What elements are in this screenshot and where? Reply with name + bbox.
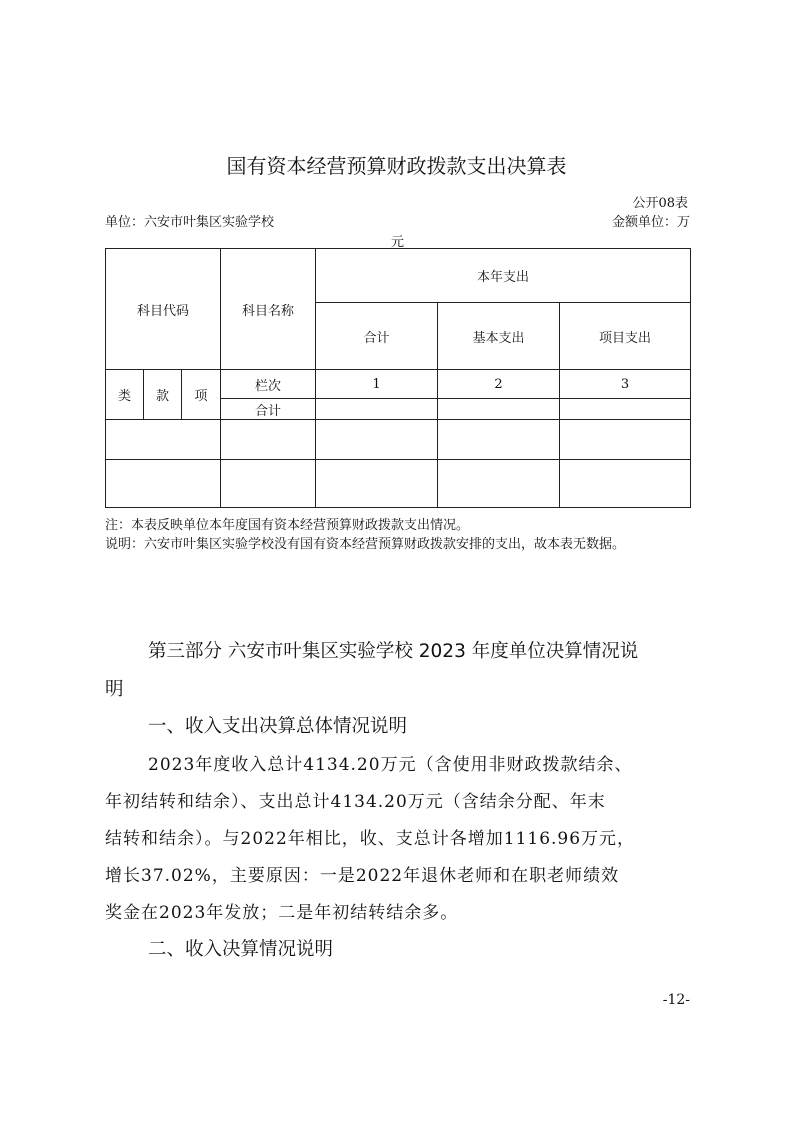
paragraph-line-1: 2023年度收入总计4134.20万元（含使用非财政拨款结余、	[148, 755, 633, 775]
table-cell	[560, 420, 691, 460]
page-number: -12-	[662, 992, 690, 1008]
sum-total-cell	[316, 399, 438, 420]
table-row	[106, 420, 691, 460]
table-row	[106, 460, 691, 508]
column-order-label: 栏次	[221, 370, 316, 399]
sum-basic-cell	[438, 399, 560, 420]
table-explanation: 说明：六安市叶集区实验学校没有国有资本经营预算财政拨款安排的支出，故本表无数据。	[105, 537, 626, 552]
sum-project-cell	[560, 399, 691, 420]
table-cell	[106, 460, 221, 508]
paragraph-line-3: 结转和结余）。与2022年相比，收、支总计各增加1116.96万元，	[105, 829, 636, 849]
header-total: 合计	[316, 303, 438, 370]
table-cell	[221, 460, 316, 508]
paragraph-line-5: 奖金在2023年发放；二是年初结转结余多。	[105, 903, 459, 923]
table-cell	[316, 420, 438, 460]
part3-heading-line2: 明	[105, 679, 124, 700]
table-note: 注：本表反映单位本年度国有资本经营预算财政拨款支出情况。	[105, 518, 470, 533]
table-cell	[221, 420, 316, 460]
table-cell	[438, 460, 560, 508]
table-cell	[106, 420, 221, 460]
table-cell	[560, 460, 691, 508]
table-cell	[438, 420, 560, 460]
header-category: 类	[106, 370, 144, 420]
column-index-1: 1	[316, 370, 438, 399]
form-number: 公开08表	[632, 196, 688, 211]
header-section: 款	[144, 370, 182, 420]
expenditure-table	[105, 248, 691, 508]
header-basic-expenditure: 基本支出	[438, 303, 560, 370]
header-project-expenditure: 项目支出	[560, 303, 691, 370]
table-title: 国有资本经营预算财政拨款支出决算表	[226, 154, 567, 178]
amount-unit-label: 金额单位：万	[611, 215, 690, 230]
header-subject-name: 科目名称	[221, 249, 316, 370]
header-subject-code: 科目代码	[106, 249, 221, 370]
column-index-3: 3	[560, 370, 691, 399]
sum-row-label: 合计	[221, 399, 316, 420]
table-cell	[316, 460, 438, 508]
part3-heading-line1: 第三部分 六安市叶集区实验学校 2023 年度单位决算情况说	[148, 641, 639, 662]
unit-label: 单位：六安市叶集区实验学校	[105, 215, 275, 230]
amount-unit-wrap: 元	[391, 235, 405, 250]
section2-heading: 二、收入决算情况说明	[148, 939, 334, 960]
paragraph-line-4: 增长37.02%，主要原因：一是2022年退休老师和在职老师绩效	[105, 866, 620, 886]
section1-heading: 一、收入支出决算总体情况说明	[148, 716, 408, 737]
header-current-year-expenditure: 本年支出	[316, 249, 691, 303]
column-index-2: 2	[438, 370, 560, 399]
header-item: 项	[182, 370, 221, 420]
paragraph-line-2: 年初结转和结余）、支出总计4134.20万元（含结余分配、年末	[105, 792, 606, 812]
